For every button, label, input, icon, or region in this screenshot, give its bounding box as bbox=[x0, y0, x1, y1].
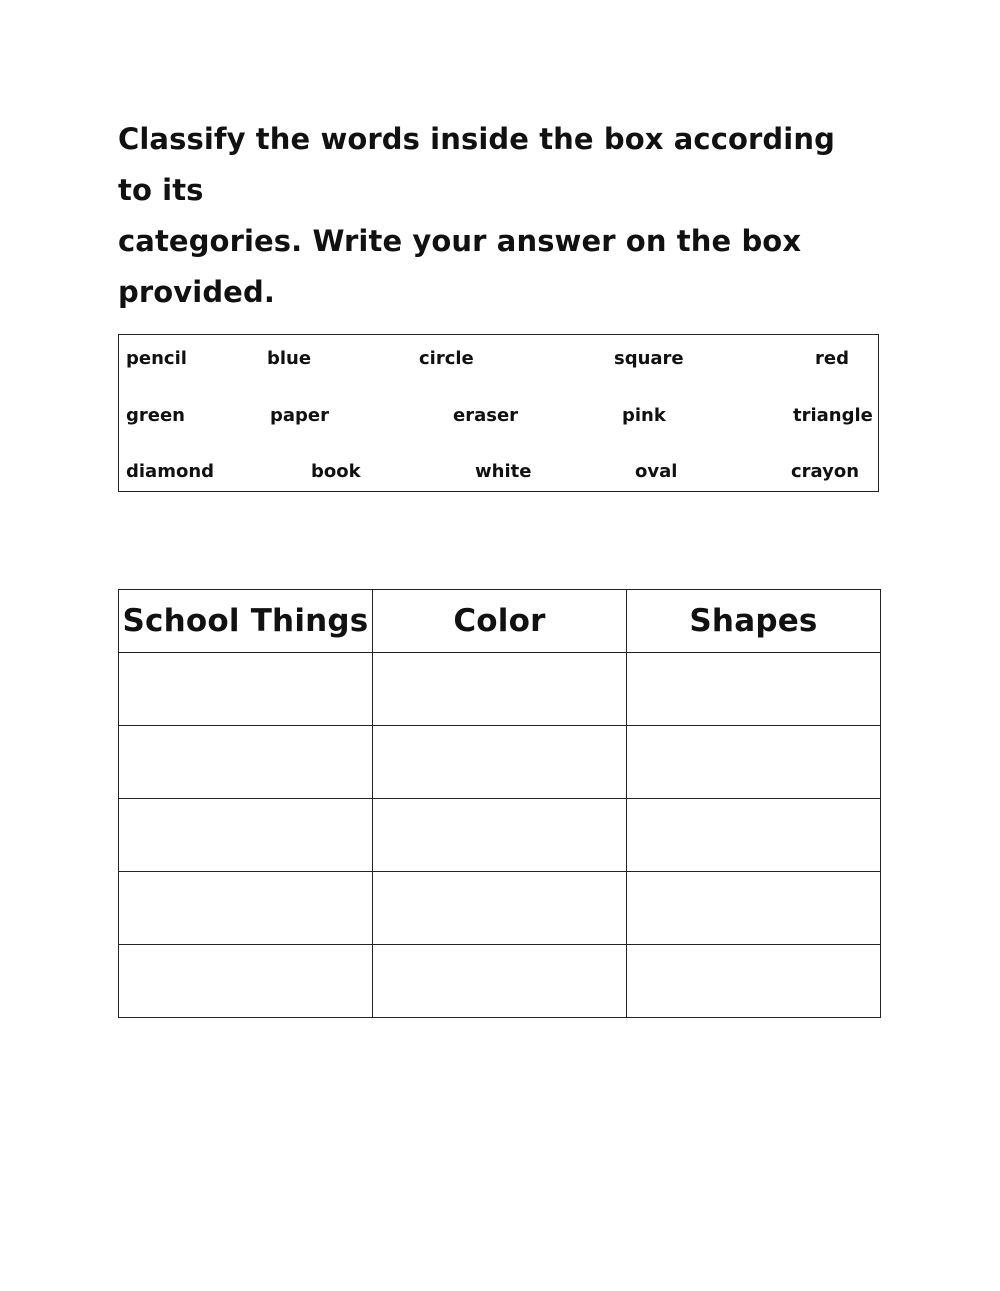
answer-table-header-row bbox=[119, 590, 881, 653]
word-bank-item[interactable]: pencil bbox=[126, 348, 187, 369]
answer-cell-shapes[interactable] bbox=[627, 872, 881, 945]
answer-cell-school-things[interactable] bbox=[119, 945, 373, 1018]
answer-cell-school-things[interactable] bbox=[119, 726, 373, 799]
instructions-line-1: Classify the words inside the box according to its bbox=[118, 122, 835, 207]
word-bank-item[interactable]: circle bbox=[419, 348, 474, 369]
instructions bbox=[118, 114, 878, 318]
word-bank-item[interactable]: red bbox=[815, 348, 849, 369]
word-bank-item[interactable]: eraser bbox=[453, 405, 519, 426]
word-bank-box bbox=[118, 334, 879, 492]
column-header-color: Color bbox=[373, 590, 627, 653]
table-row bbox=[119, 872, 881, 945]
answer-cell-school-things[interactable] bbox=[119, 872, 373, 945]
table-row bbox=[119, 799, 881, 872]
table-row bbox=[119, 653, 881, 726]
word-bank-item[interactable]: blue bbox=[267, 348, 312, 369]
answer-cell-color[interactable] bbox=[373, 945, 627, 1018]
word-bank-item[interactable]: triangle bbox=[793, 405, 873, 426]
answer-cell-color[interactable] bbox=[373, 726, 627, 799]
answer-cell-color[interactable] bbox=[373, 872, 627, 945]
answer-table bbox=[118, 589, 881, 1018]
word-bank-item[interactable]: white bbox=[475, 461, 532, 482]
word-bank-item[interactable]: green bbox=[126, 405, 185, 426]
word-bank-item[interactable]: pink bbox=[622, 405, 666, 426]
instructions-line-2: categories. Write your answer on the box bbox=[118, 224, 802, 258]
answer-cell-school-things[interactable] bbox=[119, 799, 373, 872]
word-bank-item[interactable]: paper bbox=[270, 405, 330, 426]
instructions-line-3: provided. bbox=[118, 275, 275, 309]
column-header-shapes: Shapes bbox=[627, 590, 881, 653]
word-bank-item[interactable]: diamond bbox=[126, 461, 215, 482]
answer-cell-color[interactable] bbox=[373, 653, 627, 726]
answer-cell-shapes[interactable] bbox=[627, 799, 881, 872]
answer-cell-shapes[interactable] bbox=[627, 653, 881, 726]
word-bank-item[interactable]: book bbox=[311, 461, 361, 482]
answer-cell-color[interactable] bbox=[373, 799, 627, 872]
answer-cell-shapes[interactable] bbox=[627, 726, 881, 799]
answer-cell-shapes[interactable] bbox=[627, 945, 881, 1018]
table-row bbox=[119, 726, 881, 799]
word-bank-item[interactable]: oval bbox=[635, 461, 678, 482]
answer-cell-school-things[interactable] bbox=[119, 653, 373, 726]
column-header-school-things: School Things bbox=[119, 590, 373, 653]
word-bank-item[interactable]: square bbox=[614, 348, 684, 369]
table-row bbox=[119, 945, 881, 1018]
word-bank-item[interactable]: crayon bbox=[791, 461, 860, 482]
